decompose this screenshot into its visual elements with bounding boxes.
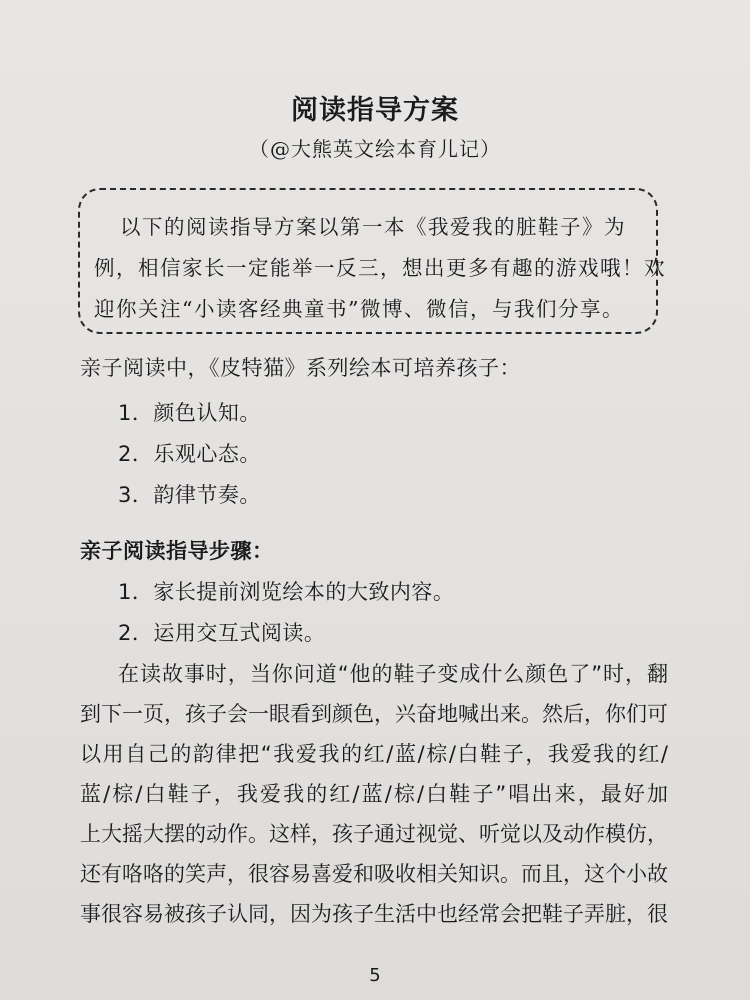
list-item: 1．家长提前浏览绘本的大致内容。 xyxy=(118,580,455,604)
body-line: 还有咯咯的笑声，很容易喜爱和吸收相关知识。而且，这个小故 xyxy=(80,862,668,886)
note-line: 例，相信家长一定能举一反三，想出更多有趣的游戏哦！欢 xyxy=(94,256,666,280)
page-title: 阅读指导方案 xyxy=(291,95,459,126)
note-line: 迎你关注“小读客经典童书”微博、微信，与我们分享。 xyxy=(94,297,624,321)
page-subtitle: （@大熊英文绘本育儿记） xyxy=(249,137,501,161)
page-number: 5 xyxy=(369,965,381,986)
section2-heading: 亲子阅读指导步骤： xyxy=(80,539,274,563)
note-line: 以下的阅读指导方案以第一本《我爱我的脏鞋子》为 xyxy=(120,215,626,239)
body-line: 在读故事时，当你问道“他的鞋子变成什么颜色了”时，翻 xyxy=(118,662,668,686)
list-item: 2．运用交互式阅读。 xyxy=(118,621,326,645)
body-line: 上大摇大摆的动作。这样，孩子通过视觉、听觉以及动作模仿， xyxy=(80,822,668,846)
list-item: 2．乐观心态。 xyxy=(118,442,261,466)
body-line: 蓝/棕/白鞋子，我爱我的红/蓝/棕/白鞋子”唱出来，最好加 xyxy=(80,782,668,806)
body-line: 以用自己的韵律把“我爱我的红/蓝/棕/白鞋子，我爱我的红/ xyxy=(80,742,668,766)
body-line: 事很容易被孩子认同，因为孩子生活中也经常会把鞋子弄脏，很 xyxy=(80,902,668,926)
list-item: 1．颜色认知。 xyxy=(118,401,261,425)
body-line: 到下一页，孩子会一眼看到颜色，兴奋地喊出来。然后，你们可 xyxy=(80,702,668,726)
section1-intro: 亲子阅读中，《皮特猫》系列绘本可培养孩子： xyxy=(80,356,521,380)
list-item: 3．韵律节奏。 xyxy=(118,483,261,507)
